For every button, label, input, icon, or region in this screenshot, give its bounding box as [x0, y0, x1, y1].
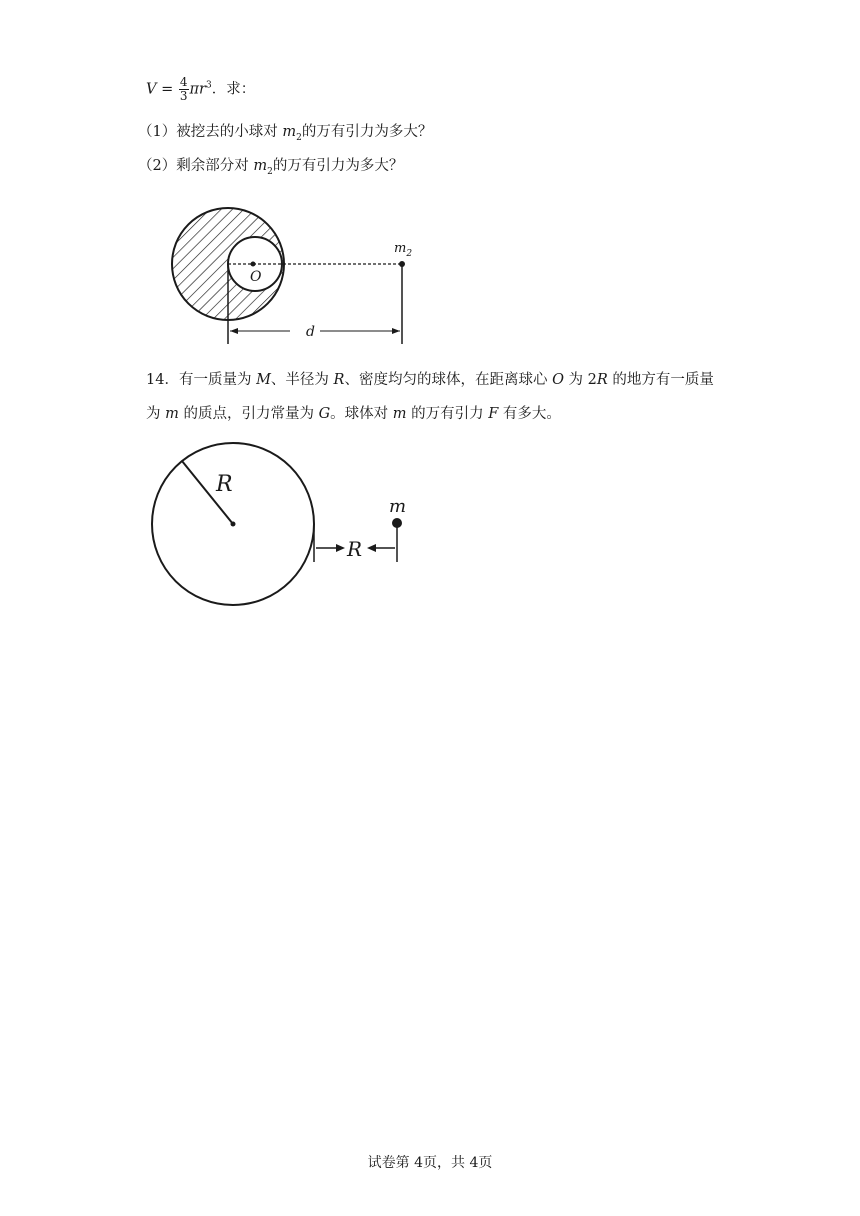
formula-exponent: 3	[205, 80, 212, 91]
p14-F: F	[488, 406, 499, 422]
gap-arrowhead-right	[367, 544, 376, 552]
formula-r: r	[199, 81, 206, 98]
p14-l2-c: 。球体对	[330, 406, 393, 422]
p14-O: O	[552, 372, 564, 388]
q2-mass: m	[253, 158, 268, 174]
m2-label-sub: 2	[406, 249, 413, 259]
p14-l1-c: 、密度均匀的球体，在距离球心	[344, 372, 553, 388]
q1-mass-sub: 2	[296, 132, 302, 143]
p14-R1: R	[333, 372, 345, 388]
p14-m2: m	[392, 406, 407, 422]
q1-prefix: （1）被挖去的小球对	[138, 124, 283, 140]
distance-label: d	[306, 324, 315, 340]
point-mass-dot	[392, 518, 402, 528]
p14-M: M	[256, 372, 271, 388]
formula-pi: π	[189, 81, 200, 98]
p14-m: m	[165, 406, 179, 422]
page-footer: 试卷第 4页，共 4页	[367, 1155, 493, 1171]
p14-l2-a: 为	[146, 406, 166, 422]
radius-label: R	[216, 472, 233, 497]
p14-l1-e: 的地方有一质量	[607, 372, 714, 388]
q1-mass: m	[282, 124, 297, 140]
q2-mass-sub: 2	[267, 166, 273, 177]
center-label: O	[250, 269, 262, 285]
p14-l1-a: 14．有一质量为	[146, 372, 257, 388]
gap-arrowhead-left	[336, 544, 345, 552]
p14-l2-e: 有多大。	[498, 406, 561, 422]
p14-R2: R	[596, 372, 608, 388]
q2-suffix: 的万有引力为多大？	[272, 158, 404, 174]
p14-l2-d: 的万有引力	[406, 406, 489, 422]
q2-prefix: （2）剩余部分对	[138, 158, 254, 174]
p14-l1-d: 为 2	[563, 372, 597, 388]
q1-suffix: 的万有引力为多大？	[301, 124, 433, 140]
formula-tail: ．求：	[211, 81, 256, 98]
point-mass-label: m	[389, 496, 407, 517]
formula-eq: =	[156, 81, 178, 98]
p14-l2-b: 的质点，引力常量为	[178, 406, 319, 422]
p14-G: G	[318, 406, 331, 422]
formula-denominator: 3	[179, 89, 188, 103]
gap-label: R	[347, 537, 363, 561]
formula-numerator: 4	[179, 75, 188, 89]
formula-v: V	[146, 81, 157, 98]
m2-label-m: m	[394, 241, 407, 256]
p14-l1-b: 、半径为	[270, 372, 334, 388]
